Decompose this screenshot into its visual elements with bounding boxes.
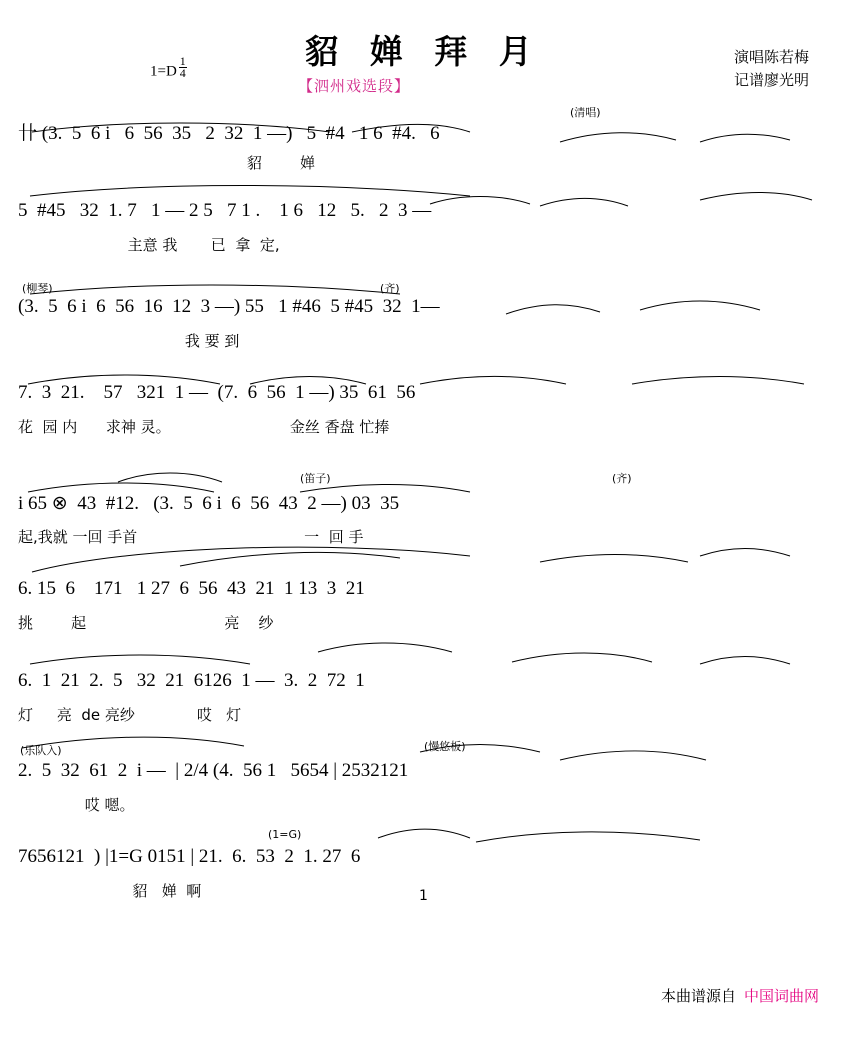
time-signature — [179, 56, 187, 80]
lyric-line: 挑 起 亮 纱 — [18, 614, 274, 632]
footer — [661, 985, 819, 1006]
credit-transcriber: 记谱廖光明 — [733, 71, 809, 90]
note-line: 6. 15 6 171 1 27 6 56 43 21 1 13 3 21 — [18, 578, 365, 599]
credits — [734, 46, 809, 93]
page-number: 1 — [419, 888, 428, 904]
key-change-marker: (1=G) — [268, 828, 302, 841]
music-system-4 — [0, 382, 847, 458]
lyric-line: 貂 婵 — [18, 154, 316, 172]
music-system-7 — [0, 670, 847, 746]
credit-singer: 演唱陈若梅 — [733, 48, 809, 66]
music-system-8 — [0, 740, 847, 836]
music-system-2 — [0, 200, 847, 276]
music-system-5 — [0, 472, 847, 568]
note-line: i 65 ⊗ 43 #12. (3. 5 6 i 6 56 43 2 —) 03 35 — [18, 493, 400, 514]
lyric-line: 哎 嗯。 — [18, 796, 135, 814]
key-signature-text: 1=D — [150, 63, 177, 80]
page-title: 貂 婵 拜 月 — [305, 32, 542, 71]
note-line: (3. 5 6 i 6 56 16 12 3 —) 55 1 #46 5 #45 32 1— — [18, 296, 440, 317]
lyric-line: 主意 我 已 拿 定, — [18, 236, 280, 254]
tempo-marker-slow: (慢悠板) — [424, 740, 466, 753]
note-line: 卄 (3. 5 6 i 6 56 35 2 32 1 —) 5 #4 1 6 #4. 6 — [18, 123, 440, 144]
key-signature — [150, 56, 187, 80]
music-system-1 — [0, 106, 847, 194]
ensemble-marker-qi: (齐) — [612, 472, 632, 485]
footer-site-link[interactable]: 中国词曲网 — [743, 987, 819, 1005]
instrument-marker-dizi: (笛子) — [300, 472, 331, 485]
music-system-3 — [0, 282, 847, 372]
ensemble-marker-qi: (齐) — [380, 282, 400, 295]
lyric-line: 我 要 到 — [18, 332, 240, 350]
performance-marker: (清唱) — [570, 106, 601, 119]
note-line: 7656121 ) |1=G 0151 | 21. 6. 53 2 1. 27 6 — [18, 846, 361, 867]
time-signature-numerator: 1 — [179, 54, 186, 68]
instrument-marker-liuqin: (柳琴) — [22, 282, 53, 295]
note-line: 7. 3 21. 57 321 1 — (7. 6 56 1 —) 35 61 56 — [18, 382, 416, 403]
ensemble-marker-orchestra-entry: (乐队入) — [20, 744, 62, 757]
lyric-line: 花 园 内 求神 灵。 金丝 香盘 忙捧 — [18, 418, 390, 436]
lyric-line: 起,我就 一回 手首 一 回 手 — [18, 528, 364, 546]
footer-prefix: 本曲谱源自 — [660, 987, 736, 1005]
music-system-6 — [0, 578, 847, 654]
note-line: 2. 5 32 61 2 i — | 2/4 (4. 56 1 5654 | 2532121 — [18, 760, 409, 781]
note-line: 6. 1 21 2. 5 32 21 6126 1 — 3. 2 72 1 — [18, 670, 365, 691]
time-signature-denominator: 4 — [179, 66, 186, 81]
lyric-line: 貂 婵 啊 — [18, 882, 202, 900]
note-line: 5 #45 32 1. 7 1 — 2 5 7 1 . 1 6 12 5. 2 3 — — [18, 200, 432, 221]
subtitle: 【泗州戏选段】 — [298, 77, 411, 95]
music-system-9 — [0, 828, 847, 922]
lyric-line: 灯 亮 de 亮纱 哎 灯 — [18, 706, 242, 724]
